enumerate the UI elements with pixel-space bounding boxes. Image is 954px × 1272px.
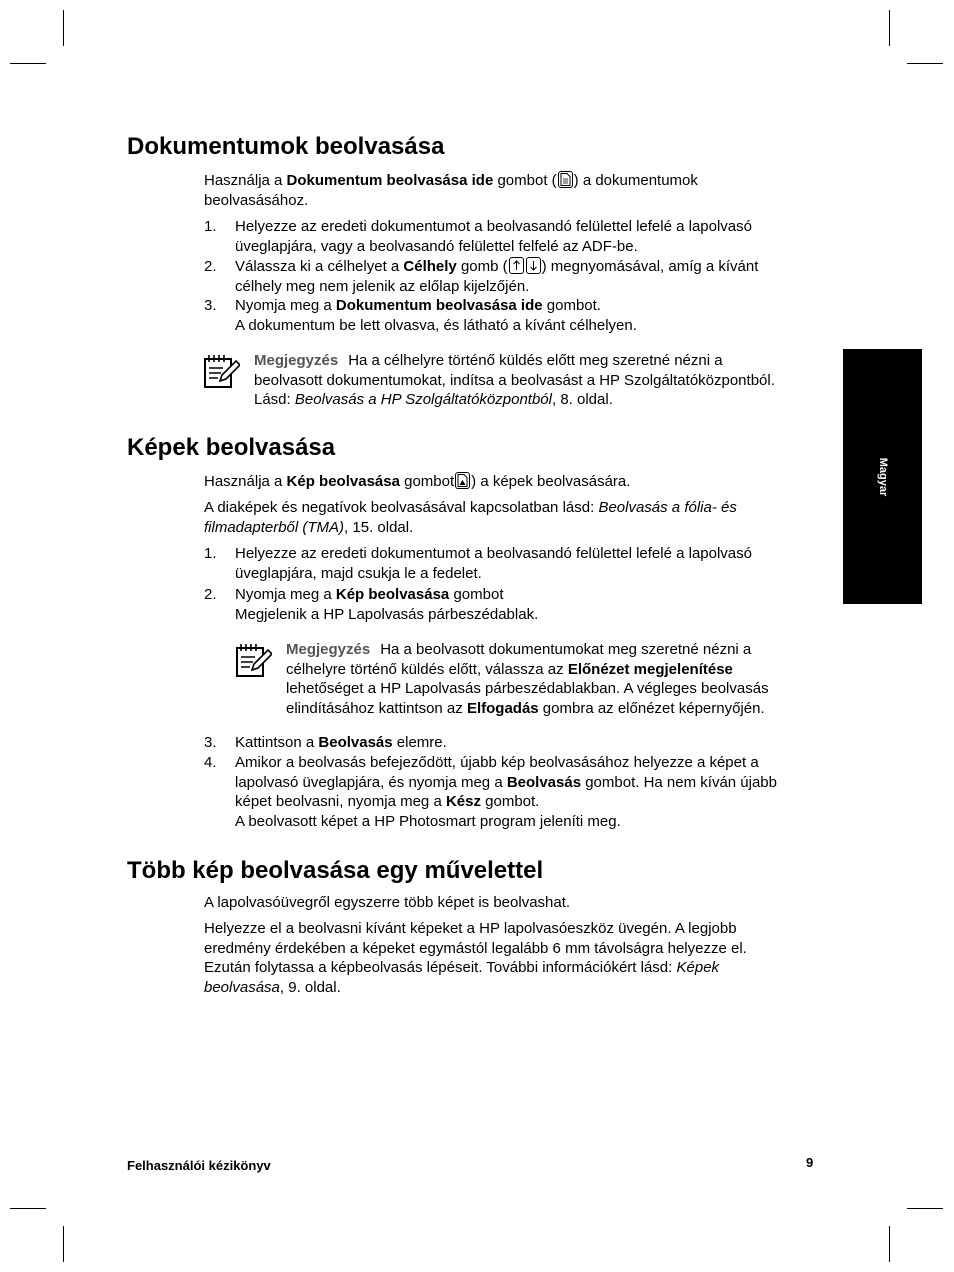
language-tab-label: Magyar [876,457,889,496]
crop-mark [10,63,46,64]
crop-mark [63,1226,64,1262]
section1-intro: Használja a Dokumentum beolvasása ide gombot ( ) a dokumentumok beolvasásához. [204,172,698,209]
note-pad-icon [204,354,240,388]
page-number: 9 [806,1155,814,1170]
section2-para: A diaképek és negatívok beolvasásával kapcsolatban lásd: Beolvasás a fólia- és filmadapterből (TMA), 15. oldal. [204,499,737,536]
section3-p2: Helyezze el a beolvasni kívánt képeket a HP lapolvasóeszköz üvegén. A legjobb eredmény érdekében a képeket egymástól legalább 6 mm távolságra helyezze el. Ezután folytassa a képbeolvasás lépéseit. További információkért lásd: Képek beolvasása, 9. oldal. [204,920,747,996]
crop-mark [10,1208,46,1209]
arrow-up-icon [509,257,524,274]
section-title-document-scan: Dokumentumok beolvasása [127,133,445,160]
crop-mark [889,10,890,46]
section-title-image-scan: Képek beolvasása [127,434,336,461]
section3-p1: A lapolvasóüvegről egyszerre több képet is beolvashat. [204,894,571,911]
image-scan-icon [455,472,470,489]
crop-mark [889,1226,890,1262]
footer-title: Felhasználói kézikönyv [127,1158,271,1173]
language-tab [843,349,922,604]
section2-intro: Használja a Kép beolvasása gombot ) a képek beolvasására. [204,473,631,490]
crop-mark [907,1208,943,1209]
document-scan-icon [558,171,573,188]
crop-mark [63,10,64,46]
arrow-down-icon [526,257,541,274]
crop-mark [907,63,943,64]
section-title-multi-scan: Több kép beolvasása egy művelettel [127,857,544,884]
note-pad-icon [236,643,272,677]
